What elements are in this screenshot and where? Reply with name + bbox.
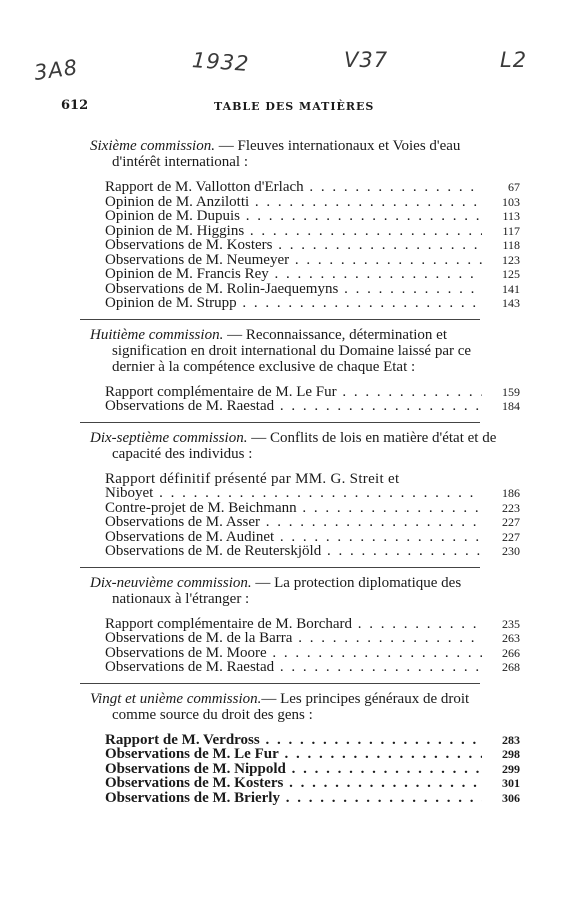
toc-section xyxy=(80,327,520,414)
entry-list xyxy=(80,180,520,311)
section-divider xyxy=(80,422,480,423)
entry-page: 103 xyxy=(502,194,520,209)
entry-label: Rapport complémentaire de M. Le Fur . . . xyxy=(105,385,482,400)
section-heading xyxy=(90,327,502,375)
toc-entry[interactable] xyxy=(80,195,520,210)
toc-entry[interactable] xyxy=(80,733,520,748)
section-heading xyxy=(90,430,502,462)
commission-name: Dix-neuvième commission. xyxy=(90,574,252,591)
toc-entry[interactable] xyxy=(80,515,520,530)
entry-label: Opinion de M. Higgins . . . xyxy=(105,224,482,239)
entry-page: 283 xyxy=(502,732,520,747)
entry-list xyxy=(80,472,520,559)
table-of-contents xyxy=(80,138,520,805)
toc-section xyxy=(80,430,520,559)
entry-list xyxy=(80,733,520,806)
toc-entry[interactable] xyxy=(80,544,520,559)
page-number: 612 xyxy=(61,98,89,113)
commission-subject: — Conflits de lois en matière d'état et de capacité des individus : xyxy=(112,429,497,462)
toc-entry[interactable] xyxy=(80,224,520,239)
entry-label: Opinion de M. Strupp . . . xyxy=(105,296,482,311)
entry-label: Observations de M. Raestad . . . xyxy=(105,399,482,414)
running-title: TABLE DES MATIÈRES xyxy=(214,100,375,113)
entry-page: 268 xyxy=(502,660,520,674)
entry-page: 141 xyxy=(502,281,520,296)
section-divider xyxy=(80,319,480,320)
commission-name: Vingt et unième commission. xyxy=(90,690,262,707)
entry-page: 263 xyxy=(502,631,520,645)
entry-label: Observations de M. Neumeyer . . . xyxy=(105,253,482,268)
entry-label: Niboyet . . . xyxy=(105,486,482,501)
entry-label: Observations de M. Brierly . . . xyxy=(105,791,482,806)
toc-section xyxy=(80,138,520,311)
toc-entry[interactable] xyxy=(80,617,520,632)
entry-page: 143 xyxy=(502,296,520,310)
toc-entry[interactable] xyxy=(80,253,520,268)
entry-label: Rapport de M. Vallotton d'Erlach . . . xyxy=(105,180,482,195)
entry-page: 306 xyxy=(502,790,520,805)
toc-entry[interactable] xyxy=(80,472,520,501)
entry-label: Observations de M. Kosters . . . xyxy=(105,776,482,791)
entry-label: Opinion de M. Anzilotti . . . xyxy=(105,195,482,210)
toc-section xyxy=(80,575,520,675)
commission-subject: — Fleuves internationaux et Voies d'eau d'intérêt international : xyxy=(112,138,461,170)
toc-entry[interactable] xyxy=(80,762,520,777)
entry-page: 223 xyxy=(502,500,520,515)
entry-page: 113 xyxy=(502,209,520,223)
entry-list xyxy=(80,617,520,675)
toc-entry[interactable] xyxy=(80,776,520,791)
section-heading xyxy=(90,691,502,723)
toc-entry[interactable] xyxy=(80,282,520,297)
entry-page: 235 xyxy=(502,616,520,631)
toc-entry[interactable] xyxy=(80,747,520,762)
entry-label: Contre-projet de M. Beichmann . . . xyxy=(105,501,482,516)
entry-label: Observations de M. Le Fur . . . xyxy=(105,747,482,762)
toc-entry[interactable] xyxy=(80,631,520,646)
toc-entry[interactable] xyxy=(80,209,520,224)
toc-entry[interactable] xyxy=(80,238,520,253)
entry-page: 123 xyxy=(502,252,520,267)
section-heading xyxy=(90,138,502,170)
commission-name: Huitième commission. xyxy=(90,326,224,343)
section-heading xyxy=(90,575,502,607)
toc-entry[interactable] xyxy=(80,501,520,516)
entry-label: Observations de M. Kosters . . . xyxy=(105,238,482,253)
entry-list xyxy=(80,385,520,414)
toc-entry[interactable] xyxy=(80,385,520,400)
entry-label: Observations de M. Asser . . . xyxy=(105,515,482,530)
entry-label: Observations de M. Moore . . . xyxy=(105,646,482,661)
entry-page: 299 xyxy=(502,761,520,776)
entry-page: 227 xyxy=(502,529,520,544)
commission-subject: — Les principes généraux de droit comme source du droit des gens : xyxy=(112,690,470,723)
toc-entry[interactable] xyxy=(80,791,520,806)
section-divider xyxy=(80,683,480,684)
entry-label: Observations de M. Rolin-Jaequemyns . . . xyxy=(105,282,482,297)
entry-page: 117 xyxy=(502,223,520,238)
toc-section xyxy=(80,691,520,806)
entry-label: Opinion de M. Dupuis . . . xyxy=(105,209,482,224)
toc-entry[interactable] xyxy=(80,180,520,195)
entry-page: 301 xyxy=(502,776,520,790)
toc-entry[interactable] xyxy=(80,296,520,311)
commission-name: Sixième commission. xyxy=(90,138,215,154)
entry-label: Observations de M. Nippold . . . xyxy=(105,762,482,777)
entry-page: 159 xyxy=(502,384,520,399)
entry-page: 227 xyxy=(502,515,520,529)
toc-entry[interactable] xyxy=(80,267,520,282)
toc-entry[interactable] xyxy=(80,646,520,661)
entry-label: Rapport complémentaire de M. Borchard . . . xyxy=(105,617,482,632)
commission-name: Dix-septième commission. xyxy=(90,429,248,446)
toc-entry[interactable] xyxy=(80,530,520,545)
entry-label: Observations de M. de Reuterskjöld . . . xyxy=(105,544,482,559)
entry-label: Opinion de M. Francis Rey . . . xyxy=(105,267,482,282)
entry-label: Observations de M. de la Barra . . . xyxy=(105,631,482,646)
commission-subject: — Reconnaissance, détermination et signification en droit international du Domaine laissé par ce dernier à la compétence exclusive de chaque Etat : xyxy=(112,326,472,375)
entry-page: 184 xyxy=(502,399,520,413)
entry-label: Observations de M. Raestad . . . xyxy=(105,660,482,675)
entry-page: 186 xyxy=(502,486,520,500)
handwritten-annotation: 1932 xyxy=(191,48,251,76)
section-divider xyxy=(80,567,480,568)
entry-page: 298 xyxy=(502,747,520,761)
entry-page: 230 xyxy=(502,544,520,558)
handwritten-annotation: L2 xyxy=(500,48,528,72)
handwritten-annotation: V37 xyxy=(344,48,389,72)
entry-page: 118 xyxy=(502,238,520,252)
commission-subject: — La protection diplomatique des nationaux à l'étranger : xyxy=(112,574,462,607)
entry-page: 67 xyxy=(508,180,520,194)
toc-entry[interactable] xyxy=(80,660,520,675)
entry-page: 266 xyxy=(502,645,520,660)
toc-entry[interactable] xyxy=(80,399,520,414)
entry-label: Observations de M. Audinet . . . xyxy=(105,530,482,545)
entry-page: 125 xyxy=(502,267,520,281)
entry-label: Rapport de M. Verdross . . . xyxy=(105,733,482,748)
handwritten-annotation: 3A8 xyxy=(32,55,80,85)
entry-label-first-line: Rapport définitif présenté par MM. G. Streit et xyxy=(105,470,400,487)
